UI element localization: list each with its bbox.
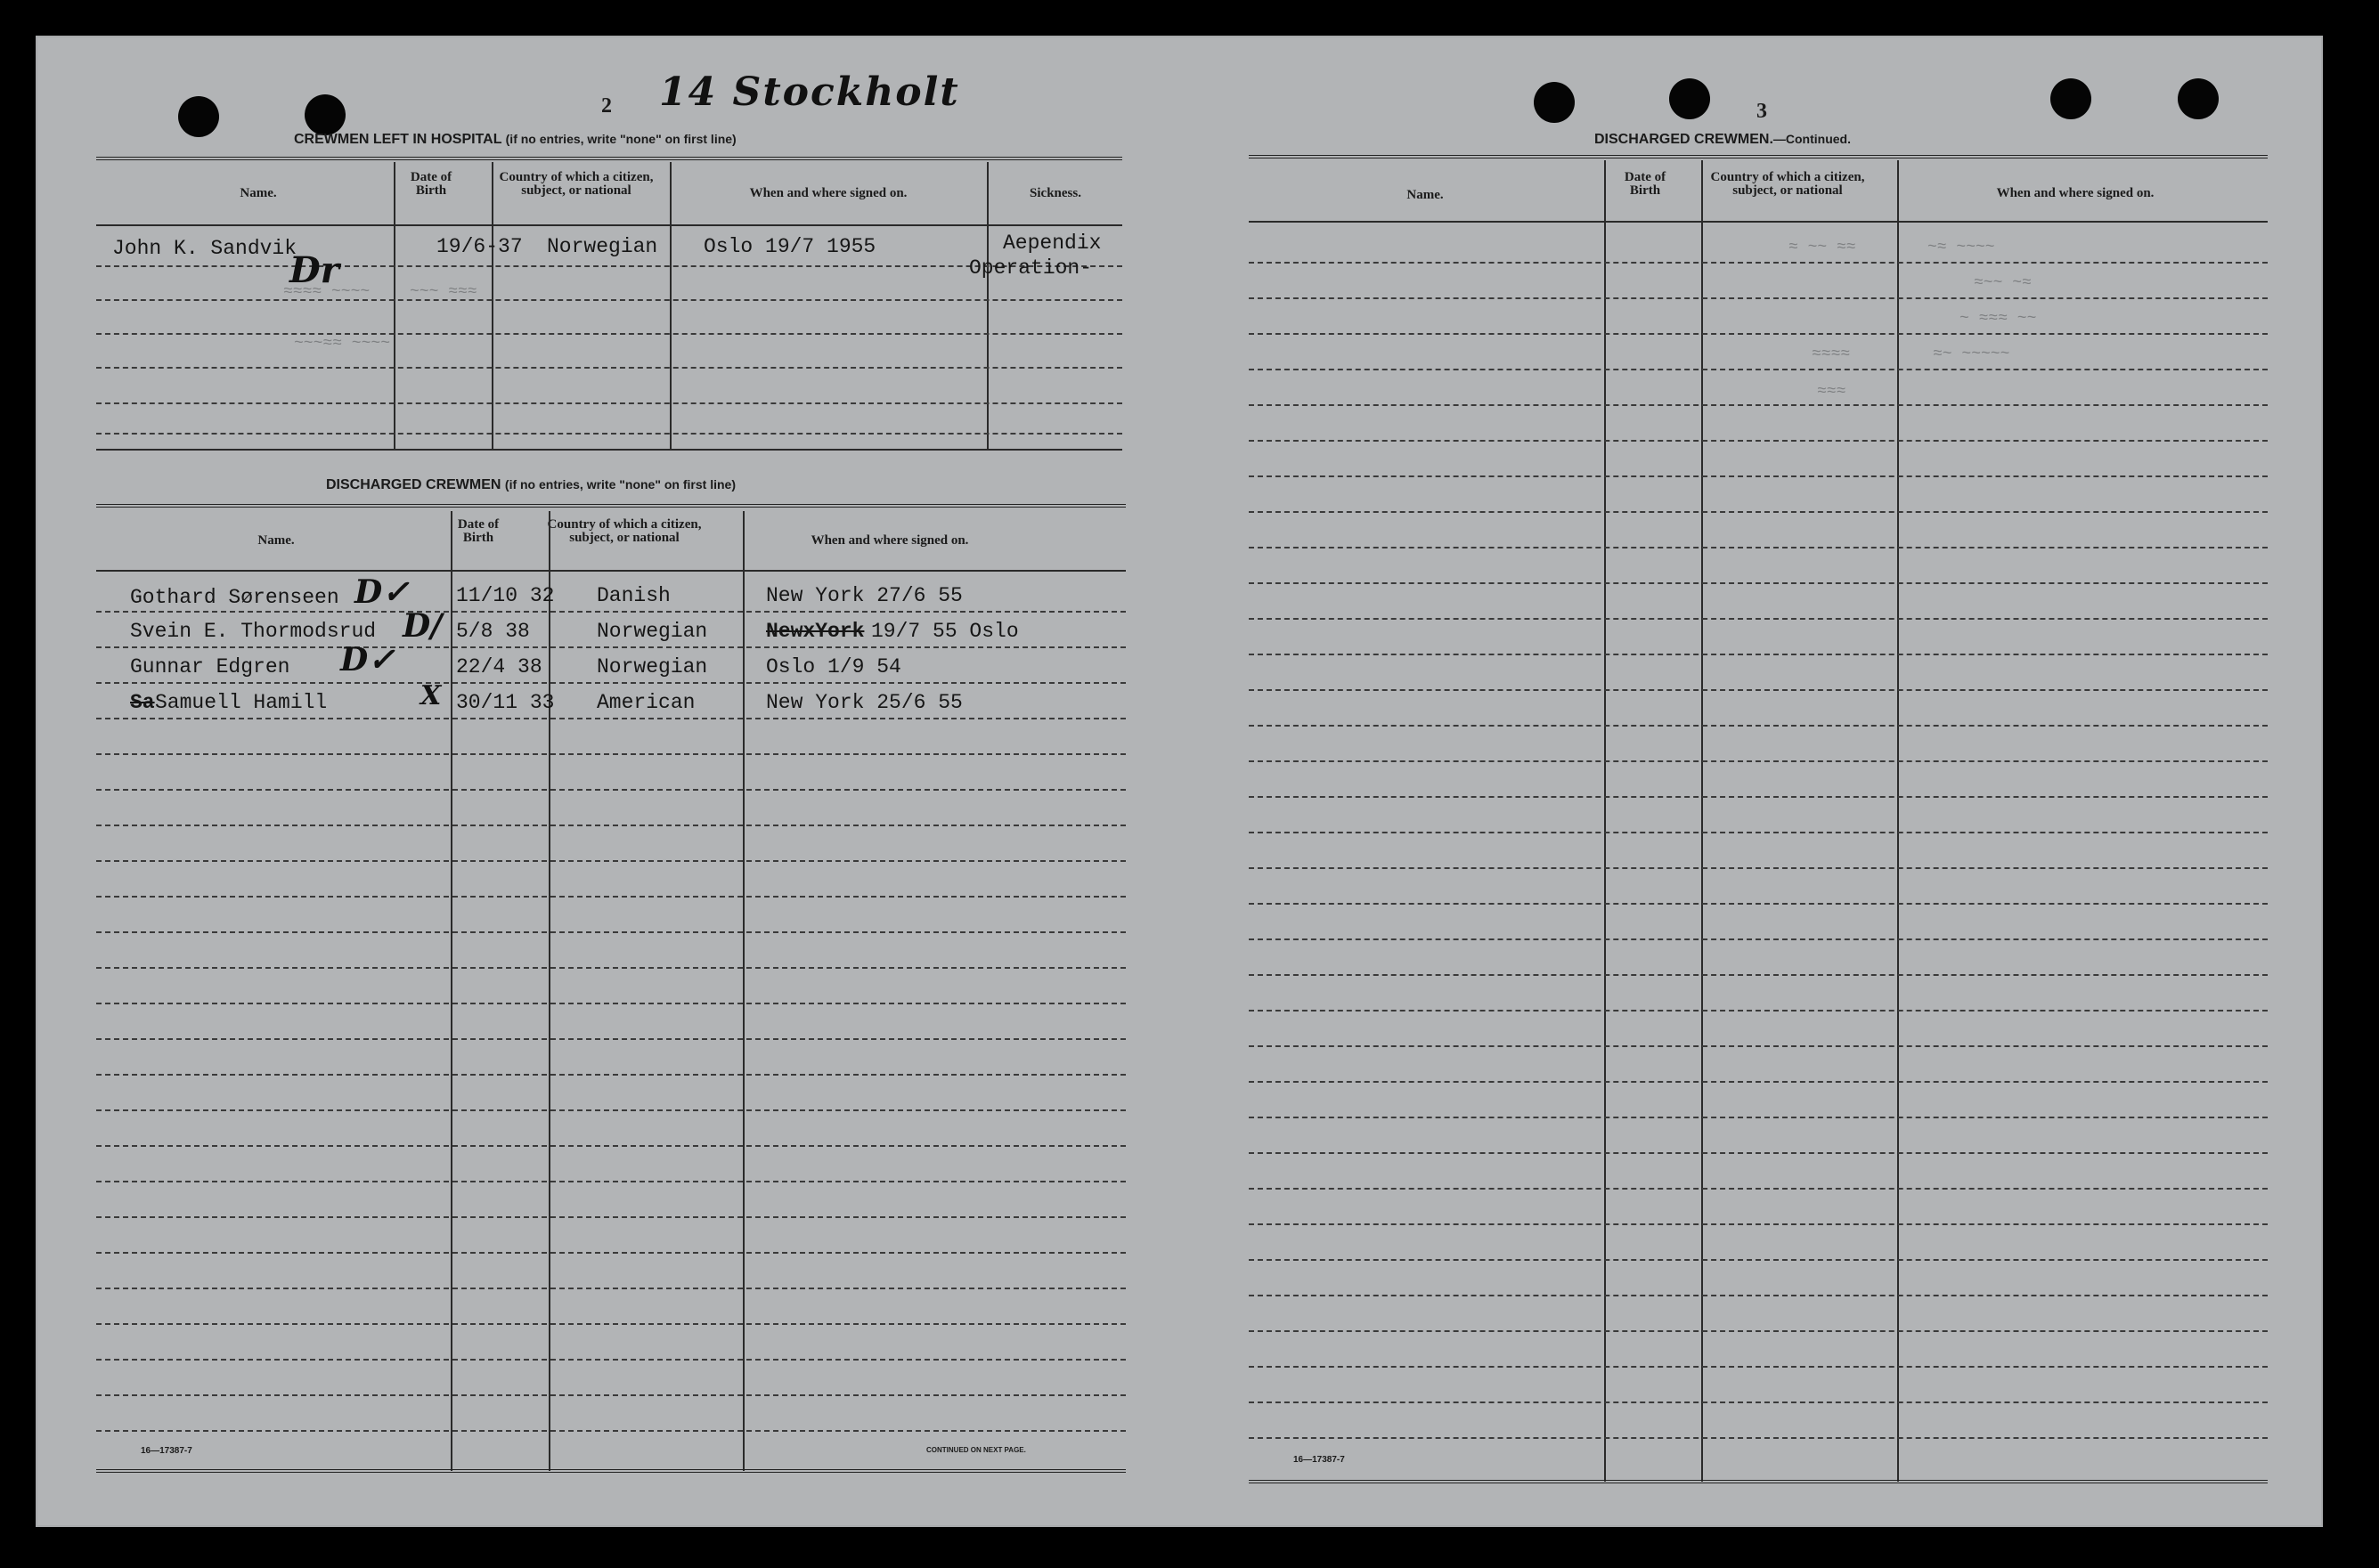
discharged-row-2-country: Norwegian — [597, 620, 708, 643]
discharged-row-4-mark: X — [420, 680, 442, 711]
ruled-line — [96, 718, 1126, 719]
discharged-row-1-dob: 11/10 32 — [456, 584, 555, 607]
hospital-col-divider — [670, 162, 672, 451]
ruled-line — [96, 1074, 1126, 1076]
discharged-title-text: DISCHARGED CREWMEN — [326, 477, 501, 492]
discharged-row-4-name: Samuell Hamill — [155, 691, 328, 714]
discharged-section-title — [326, 477, 736, 493]
bleed-through-smudge: ≈ ~~ ≈≈ — [1788, 239, 1856, 256]
continued-note: CONTINUED ON NEXT PAGE. — [926, 1446, 1026, 1454]
hospital-col-sickness-header: Sickness. — [1030, 186, 1081, 200]
ruled-line — [1249, 974, 2268, 976]
ruled-line — [96, 1038, 1126, 1040]
discharged-col-divider — [451, 511, 452, 1471]
discharged-row-3-country: Norwegian — [597, 655, 708, 678]
discharged-header-rule — [96, 570, 1126, 572]
ruled-line — [1249, 475, 2268, 477]
hospital-col-name-header: Name. — [240, 186, 277, 200]
ruled-line — [96, 1288, 1126, 1289]
ruled-line — [1249, 760, 2268, 762]
ruled-line — [1249, 938, 2268, 940]
bleed-through-smudge: ≈~~ ~≈ — [1974, 274, 2032, 292]
right-top-rule — [1249, 155, 2268, 158]
hospital-col-dob-header: Date of Birth — [410, 170, 452, 198]
hospital-col-divider — [492, 162, 493, 451]
discharged-top-rule — [96, 504, 1126, 508]
bleed-through-smudge: ≈≈≈≈ ~~~~ — [283, 283, 371, 301]
discharged-row-3-mark: D✓ — [340, 641, 395, 678]
right-col-name-header: Name. — [1406, 188, 1444, 202]
hospital-col-country-header: Country of which a citizen, subject, or national — [499, 170, 654, 198]
hospital-row-sickness-line2: Operation- — [969, 256, 1093, 280]
ruled-line — [1249, 404, 2268, 406]
ruled-line — [1249, 1437, 2268, 1439]
discharged-row-4-name-struck: Sa — [130, 691, 155, 714]
discharged-col-country-header: Country of which a citizen, subject, or national — [547, 517, 702, 545]
ruled-line — [1249, 832, 2268, 833]
hospital-row-line — [96, 299, 1122, 301]
ruled-line — [96, 646, 1126, 648]
hospital-row-name: John K. Sandvik — [112, 237, 297, 260]
discharged-row-2-signed-struck: NewxYork — [766, 620, 865, 643]
right-col-divider — [1897, 160, 1899, 1482]
hospital-row-line — [96, 367, 1122, 369]
ruled-line — [1249, 262, 2268, 264]
ruled-line — [1249, 1081, 2268, 1083]
right-col-divider — [1701, 160, 1703, 1482]
ruled-line — [96, 896, 1126, 898]
punch-hole — [1669, 78, 1710, 119]
ruled-line — [1249, 1152, 2268, 1154]
hospital-row-country: Norwegian — [547, 235, 658, 258]
right-header-rule — [1249, 221, 2268, 223]
right-col-signed-header: When and where signed on. — [1996, 186, 2155, 200]
left-form-code: 16—17387-7 — [141, 1446, 192, 1456]
ruled-line — [1249, 618, 2268, 620]
discharged-row-3-dob: 22/4 38 — [456, 655, 542, 678]
ruled-line — [96, 789, 1126, 791]
ruled-line — [96, 1430, 1126, 1432]
ruled-line — [96, 1181, 1126, 1182]
form-sheet — [36, 36, 2323, 1527]
ruled-line — [96, 682, 1126, 684]
ruled-line — [1249, 1330, 2268, 1332]
discharged-row-2-signed: 19/7 55 Oslo — [871, 620, 1019, 643]
hospital-row-dob: 19/6-37 — [436, 235, 523, 258]
bleed-through-smudge: ≈≈≈ — [1817, 383, 1846, 401]
hospital-row-line — [96, 433, 1122, 435]
discharged-row-4-dob: 30/11 33 — [456, 691, 555, 714]
ruled-line — [1249, 796, 2268, 798]
ruled-line — [96, 931, 1126, 933]
bleed-through-smudge: ~≈ ~~~~ — [1927, 239, 1995, 256]
ruled-line — [1249, 867, 2268, 869]
hospital-col-signed-header: When and where signed on. — [749, 186, 908, 200]
discharged-row-1-mark: D✓ — [354, 573, 410, 611]
ruled-line — [96, 967, 1126, 969]
ruled-line — [96, 753, 1126, 755]
bleed-through-smudge: ~ ≈≈≈ ~~ — [1959, 310, 2037, 328]
punch-hole — [178, 96, 219, 137]
right-title-text: DISCHARGED CREWMEN. — [1594, 132, 1773, 147]
punch-hole — [2050, 78, 2091, 119]
ruled-line — [1249, 1188, 2268, 1190]
hospital-row-sickness-line1: Aependix — [1003, 232, 1102, 255]
right-section-title — [1594, 132, 1851, 148]
hospital-row-initials: Dr — [289, 249, 339, 291]
punch-hole — [1534, 82, 1575, 123]
discharged-row-4-signed: New York 25/6 55 — [766, 691, 963, 714]
hospital-section-title — [294, 132, 737, 148]
discharged-row-1-name: Gothard Sørenseen — [130, 586, 339, 609]
ruled-line — [1249, 511, 2268, 513]
ruled-line — [96, 1109, 1126, 1111]
ruled-line — [96, 611, 1126, 613]
ruled-line — [1249, 547, 2268, 548]
ruled-line — [1249, 689, 2268, 691]
discharged-row-4-country: American — [597, 691, 696, 714]
ruled-line — [96, 1323, 1126, 1325]
hospital-row-signed: Oslo 19/7 1955 — [704, 235, 876, 258]
bleed-through-smudge: ~~~≈≈ ~~~~ — [294, 335, 391, 353]
ruled-line — [96, 1394, 1126, 1396]
page-number-right: 3 — [1756, 100, 1767, 123]
bleed-through-smudge: ≈≈≈≈ — [1812, 345, 1851, 363]
discharged-row-1-signed: New York 27/6 55 — [766, 584, 963, 607]
ruled-line — [96, 1359, 1126, 1361]
discharged-col-name-header: Name. — [257, 533, 295, 548]
discharged-row-1-country: Danish — [597, 584, 671, 607]
discharged-row-3-signed: Oslo 1/9 54 — [766, 655, 901, 678]
ruled-line — [1249, 725, 2268, 727]
right-col-country-header: Country of which a citizen, subject, or national — [1710, 170, 1865, 198]
punch-hole — [2178, 78, 2219, 119]
discharged-col-signed-header: When and where signed on. — [811, 533, 969, 548]
hospital-col-divider — [987, 162, 989, 451]
discharged-row-3-name: Gunnar Edgren — [130, 655, 290, 678]
discharged-col-divider — [743, 511, 745, 1471]
ruled-line — [96, 860, 1126, 862]
hospital-row-line — [96, 333, 1122, 335]
ruled-line — [1249, 903, 2268, 905]
ruled-line — [1249, 1259, 2268, 1261]
handwritten-ship-note: 14 Stockholt — [659, 69, 960, 115]
ruled-line — [96, 825, 1126, 826]
ruled-line — [1249, 1401, 2268, 1403]
hospital-header-rule — [96, 224, 1122, 226]
discharged-row-2-mark: D/ — [403, 607, 443, 645]
right-col-divider — [1604, 160, 1606, 1482]
ruled-line — [1249, 582, 2268, 584]
ruled-line — [1249, 1295, 2268, 1296]
punch-hole — [305, 94, 346, 135]
ruled-line — [1249, 369, 2268, 370]
page-number-left: 2 — [601, 94, 612, 118]
ruled-line — [1249, 1010, 2268, 1011]
ruled-line — [1249, 1223, 2268, 1225]
ruled-line — [1249, 1366, 2268, 1368]
ruled-line — [1249, 333, 2268, 335]
ruled-line — [1249, 440, 2268, 442]
ruled-line — [96, 1003, 1126, 1004]
discharged-row-2-name: Svein E. Thormodsrud — [130, 620, 377, 643]
right-form-code: 16—17387-7 — [1293, 1455, 1345, 1465]
ruled-line — [1249, 654, 2268, 655]
hospital-top-rule — [96, 157, 1122, 160]
ruled-line — [96, 1252, 1126, 1254]
discharged-bottom-rule — [96, 1469, 1126, 1473]
ruled-line — [96, 1145, 1126, 1147]
discharged-col-dob-header: Date of Birth — [457, 517, 500, 545]
hospital-title-text: CREWMEN LEFT IN HOSPITAL — [294, 132, 502, 147]
ruled-line — [1249, 1045, 2268, 1047]
discharged-col-divider — [549, 511, 550, 1471]
hospital-bottom-rule — [96, 449, 1122, 451]
hospital-col-divider — [394, 162, 395, 451]
discharged-title-subtitle: (if no entries, write "none" on first line) — [504, 477, 736, 492]
ruled-line — [96, 1216, 1126, 1218]
right-col-dob-header: Date of Birth — [1624, 170, 1666, 198]
discharged-row-2-dob: 5/8 38 — [456, 620, 530, 643]
ruled-line — [1249, 1117, 2268, 1118]
right-bottom-rule — [1249, 1480, 2268, 1483]
bleed-through-smudge: ~~~ ≈≈≈ — [410, 283, 477, 301]
hospital-row-line — [96, 402, 1122, 404]
bleed-through-smudge: ≈~ ~~~~~ — [1933, 345, 2010, 363]
ruled-line — [1249, 297, 2268, 299]
hospital-title-subtitle: (if no entries, write "none" on first line) — [505, 132, 737, 146]
right-title-subtitle: —Continued. — [1772, 132, 1851, 146]
